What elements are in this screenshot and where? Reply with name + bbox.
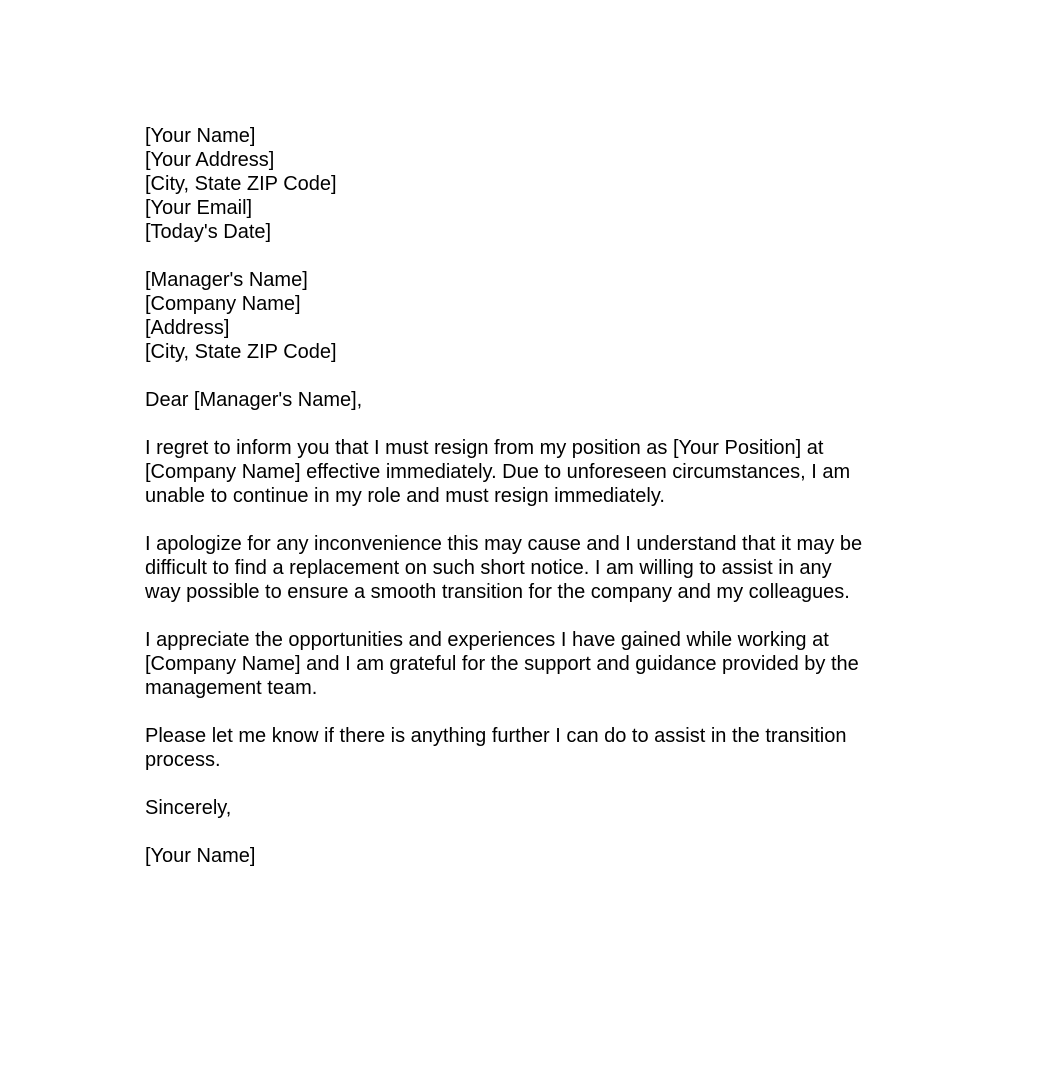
letter-date: [Today's Date] <box>145 221 272 243</box>
sender-email: [Your Email] <box>145 197 253 219</box>
body-paragraph-2 <box>145 532 925 604</box>
recipient-address: [Address] <box>145 317 230 339</box>
closing-block <box>145 796 925 820</box>
sender-address: [Your Address] <box>145 149 275 171</box>
resignation-letter <box>145 124 925 868</box>
paragraph-line: [Company Name] and I am grateful for the support and guidance provided by the <box>145 653 859 675</box>
paragraph-line: process. <box>145 749 221 771</box>
closing: Sincerely, <box>145 797 232 819</box>
paragraph-line: way possible to ensure a smooth transition for the company and my colleagues. <box>145 581 850 603</box>
body-paragraph-3 <box>145 628 925 700</box>
paragraph-line: difficult to find a replacement on such short notice. I am willing to assist in any <box>145 557 832 579</box>
signature-name: [Your Name] <box>145 845 256 867</box>
recipient-city-state-zip: [City, State ZIP Code] <box>145 341 337 363</box>
sender-city-state-zip: [City, State ZIP Code] <box>145 173 337 195</box>
paragraph-line: unable to continue in my role and must resign immediately. <box>145 485 665 507</box>
salutation-block <box>145 388 925 412</box>
body-paragraph-1 <box>145 436 925 508</box>
recipient-company: [Company Name] <box>145 293 301 315</box>
paragraph-line: I appreciate the opportunities and experiences I have gained while working at <box>145 629 829 651</box>
recipient-name: [Manager's Name] <box>145 269 308 291</box>
paragraph-line: management team. <box>145 677 318 699</box>
paragraph-line: [Company Name] effective immediately. Due to unforeseen circumstances, I am <box>145 461 851 483</box>
body-paragraph-4 <box>145 724 925 772</box>
recipient-block <box>145 268 925 364</box>
salutation: Dear [Manager's Name], <box>145 389 363 411</box>
paragraph-line: Please let me know if there is anything further I can do to assist in the transition <box>145 725 847 747</box>
paragraph-line: I apologize for any inconvenience this may cause and I understand that it may be <box>145 533 863 555</box>
paragraph-line: I regret to inform you that I must resign from my position as [Your Position] at <box>145 437 824 459</box>
sender-name: [Your Name] <box>145 125 256 147</box>
sender-block <box>145 124 925 244</box>
signature-block <box>145 844 925 868</box>
